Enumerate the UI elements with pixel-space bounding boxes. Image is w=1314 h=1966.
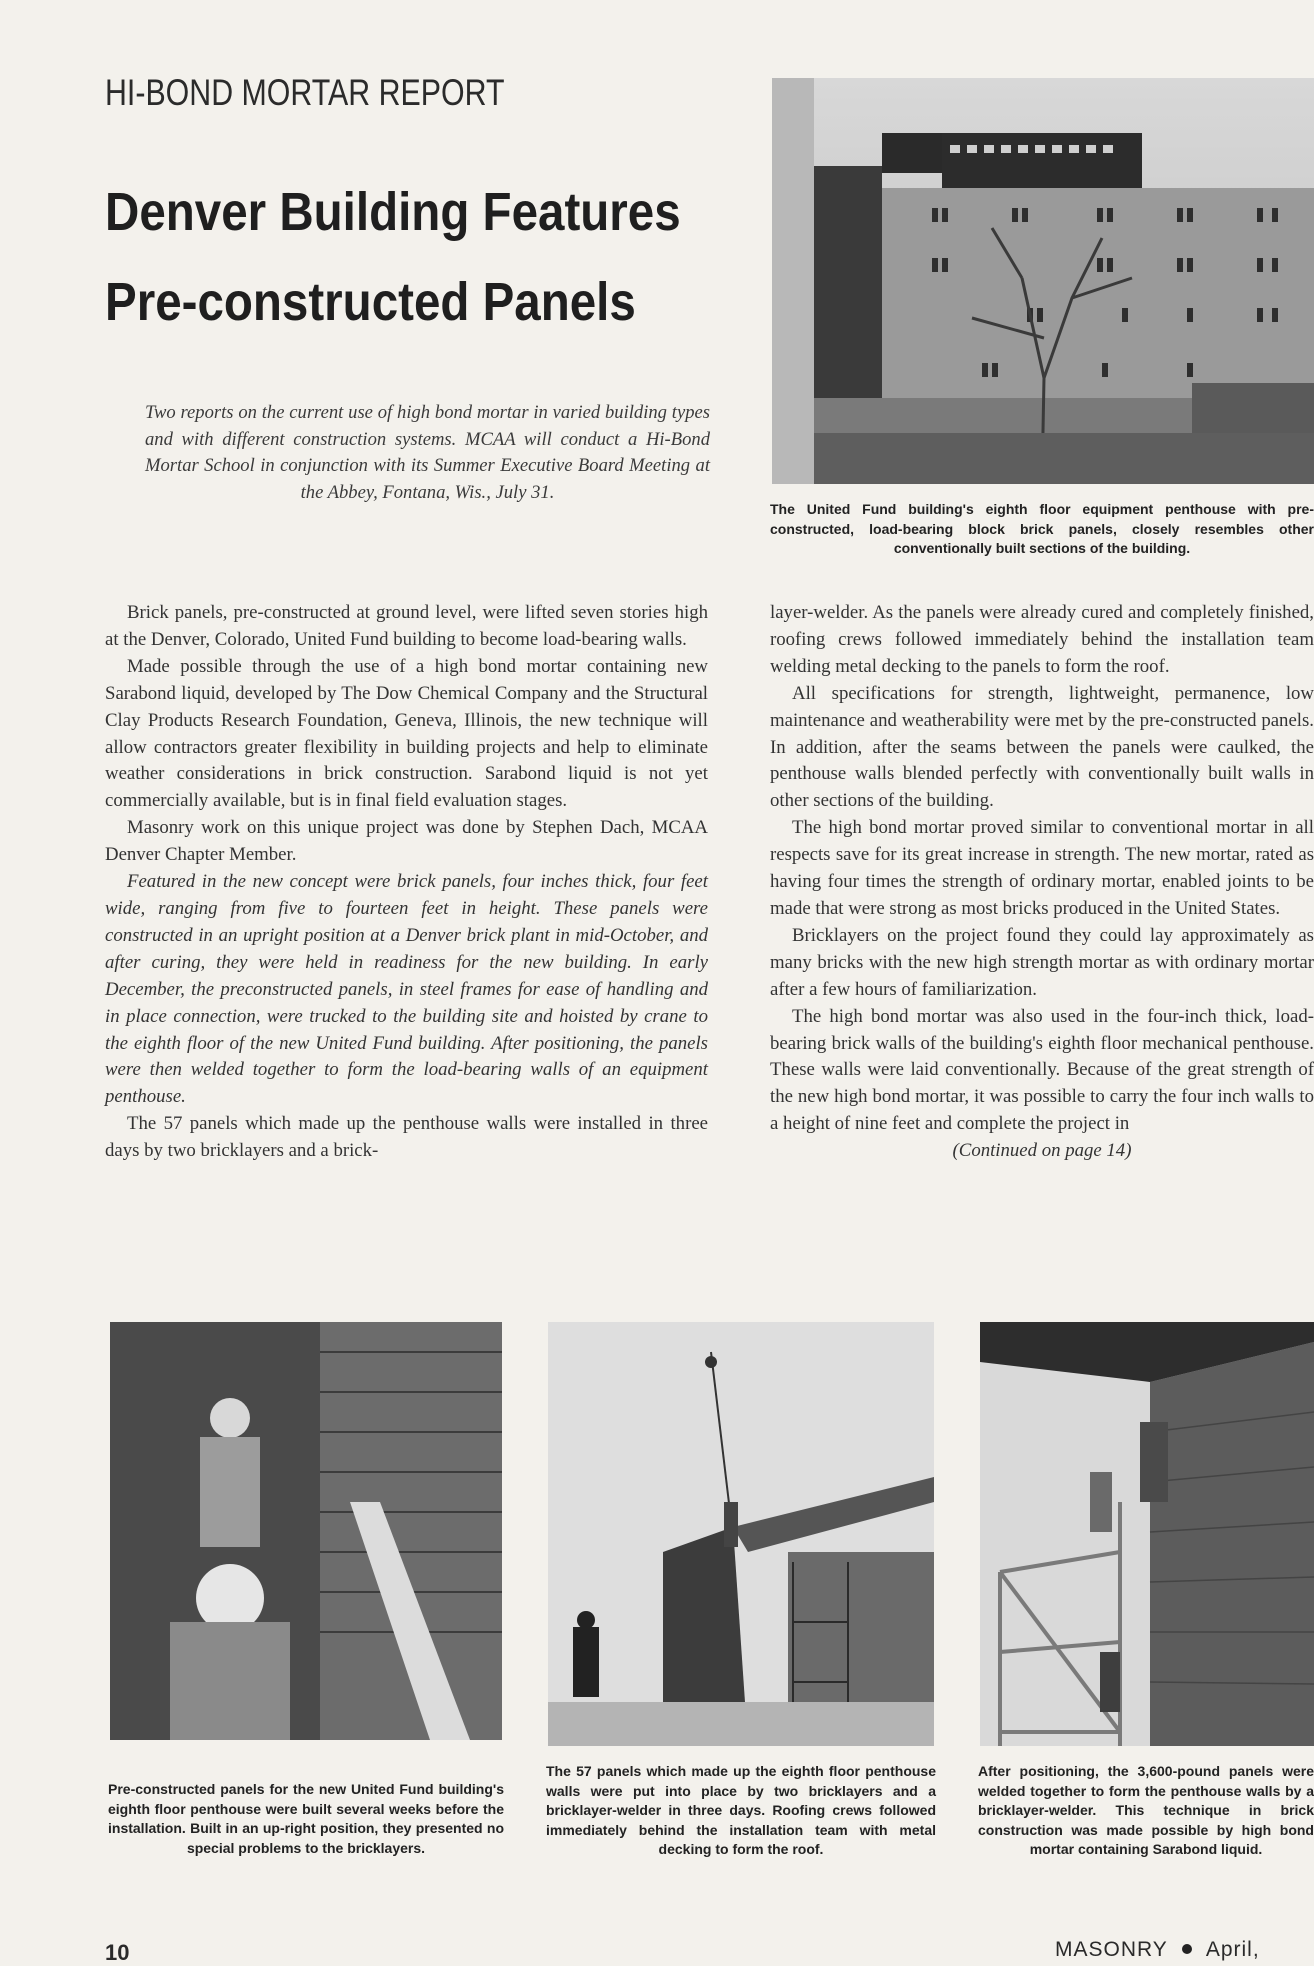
- right-paragraph: Bricklayers on the project found they could lay approximately as many bricks with the new high strength mortar as with ordinary mortar after a few hours of familiarization.: [770, 924, 1314, 1000]
- magazine-footer: [1055, 1938, 1260, 1962]
- welding-photo-art: [980, 1322, 1314, 1746]
- photo-united-fund-building: [772, 78, 1314, 484]
- left-paragraph: Made possible through the use of a high bond mortar containing new Sarabond liquid, developed by The Dow Chemical Company and the Structural Clay Products Research Foundation, Geneva, Illinois, the new technique will allow contractors greater flexibility in building projects and help to eliminate weather considerations in brick construction. Sarabond liquid is not yet commercially available, but is in final field evaluation stages.: [105, 655, 708, 812]
- hoisting-photo-art: [548, 1322, 934, 1746]
- right-paragraph: The high bond mortar was also used in the four-inch thick, load-bearing brick walls of the building's eighth floor mechanical penthouse. These walls were laid conventionally. Because of the great strength of the new high bond mortar, it was possible to carry the four inch walls to a height of nine feet and complete the project in: [770, 1005, 1314, 1135]
- right-paragraph: The high bond mortar proved similar to conventional mortar in all respects save for its great increase in strength. The new mortar, rated as having four times the strength of ordinary mortar, enabled joints to be made that were strong as most bricks produced in the United States.: [770, 817, 1314, 919]
- left-column: [105, 600, 708, 1165]
- building-photo-art: [772, 78, 1314, 484]
- magazine-name: MASONRY: [1055, 1938, 1168, 1961]
- continued-note: (Continued on page 14): [952, 1140, 1132, 1162]
- issue-date: April,: [1205, 1938, 1260, 1961]
- right-paragraph: layer-welder. As the panels were already cured and completely finished, roofing crews followed immediately behind the installation team welding metal decking to the panels to form the roof.: [770, 602, 1314, 677]
- bricklayers-photo-art: [110, 1322, 502, 1740]
- top-photo-caption: The United Fund building's eighth floor equipment penthouse with pre-constructed, load-bearing block brick panels, closely resembles other conventionally built sections of the building.: [770, 501, 1314, 556]
- article-title-line1: Denver Building Features: [105, 182, 681, 242]
- left-paragraph: Masonry work on this unique project was done by Stephen Dach, MCAA Denver Chapter Member.: [105, 817, 708, 866]
- right-paragraph: All specifications for strength, lightweight, permanence, low maintenance and weatherability were met by the pre-constructed panels. In addition, after the seams between the panels were caulked, the penthouse walls blended perfectly with conventionally built walls in other sections of the building.: [770, 682, 1314, 812]
- photo-bricklayers-panels: [110, 1322, 502, 1740]
- bullet-icon: [1182, 1944, 1192, 1954]
- left-paragraph: The 57 panels which made up the penthouse walls were installed in three days by two bricklayers and a brick-: [105, 1113, 708, 1162]
- right-column: [770, 600, 1314, 1165]
- left-paragraph: Brick panels, pre-constructed at ground level, were lifted seven stories high at the Denver, Colorado, United Fund building to become load-bearing walls.: [105, 602, 708, 650]
- page-number: 10: [105, 1940, 130, 1965]
- article-intro: Two reports on the current use of high bond mortar in varied building types and with different construction systems. MCAA will conduct a Hi-Bond Mortar School in conjunction with its Summer Executive Board Meeting at the Abbey, Fontana, Wis., July 31.: [145, 402, 710, 503]
- left-paragraph-italic: Featured in the new concept were brick panels, four inches thick, four feet wide, ranging from five to fourteen feet in height. These panels were constructed in an upright position at a Denver brick plant in mid-October, and after curing, they were held in readiness for the new building. In early December, the preconstructed panels, in steel frames for ease of handling and in place connection, were trucked to the building site and hoisted by crane to the eighth floor of the new United Fund building. After positioning, the panels were then welded together to form the load-bearing walls of an equipment penthouse.: [105, 871, 708, 1108]
- caption-photo-3: After positioning, the 3,600-pound panels were welded together to form the penthouse walls by a bricklayer-welder. This technique in brick construction was made possible by high bond mortar containing Sarabond liquid.: [978, 1763, 1314, 1857]
- caption-photo-2: The 57 panels which made up the eighth floor penthouse walls were put into place by two bricklayers and a bricklayer-welder in three days. Roofing crews followed immediately behind the installation team with metal decking to form the roof.: [546, 1763, 936, 1857]
- section-kicker: HI-BOND MORTAR REPORT: [105, 72, 505, 113]
- article-title-line2: Pre-constructed Panels: [105, 272, 636, 332]
- photo-panel-hoisting: [548, 1322, 934, 1746]
- photo-panel-welding: [980, 1322, 1314, 1746]
- caption-photo-1: Pre-constructed panels for the new United Fund building's eighth floor penthouse were built several weeks before the installation. Built in an up-right position, they presented no special problems to the bricklayers.: [108, 1781, 504, 1856]
